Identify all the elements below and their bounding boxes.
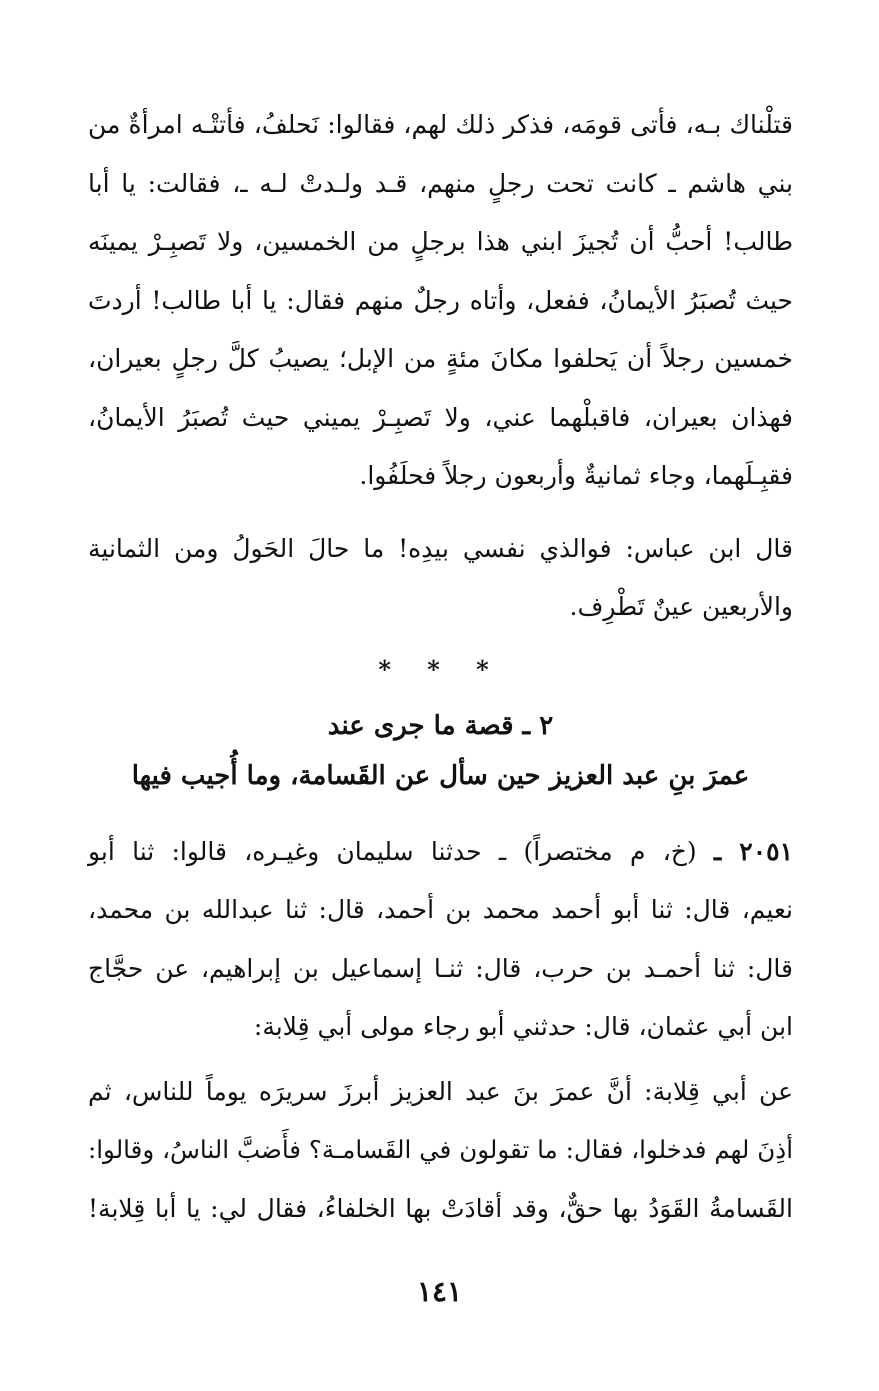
paragraph-4 xyxy=(88,1063,793,1239)
text-line: عن أبي قِلابة: أنَّ عمرَ بنَ عبد العزيز أبرزَ سريرَه يوماً للناس، ثم xyxy=(88,1076,793,1106)
text-line: قال: ثنا أحمـد بن حرب، قال: ثنـا إسماعيل بن إبراهيم، عن حجَّاج xyxy=(88,953,793,983)
text-line: القَسامةُ القَوَدُ بها حقٌّ، وقد أقادَتْ بها الخلفاءُ، فقال لي: يا أبا قِلابة! xyxy=(88,1193,793,1223)
page-number: ١٤١ xyxy=(416,1275,463,1308)
section-separator: * * * xyxy=(378,654,503,684)
text-line: فقبِـلَهما، وجاء ثمانيةٌ وأربعون رجلاً فحلَفُوا. xyxy=(359,461,793,490)
text-line: قال ابن عباس: فوالذي نفسي بيدِه! ما حالَ الحَولُ ومن الثمانية xyxy=(88,533,793,563)
section-heading-line-2: عمرَ بنِ عبد العزيز حين سأل عن القَسامة، وما أُجيب فيها xyxy=(131,760,750,791)
text-line: فهذان بعيران، فاقبلْهما عني، ولا تَصبِـرْ يميني حيث تُصبَرُ الأيمانُ، xyxy=(88,402,793,432)
text-line: نعيم، قال: ثنا أبو أحمد محمد بن أحمد، قال: ثنا عبدالله بن محمد، xyxy=(88,895,793,924)
paragraph-2 xyxy=(88,520,793,637)
text-line-rest: (خ، م مختصراً) ـ حدثنا سليمان وغيـره، قالوا: ثنا أبو xyxy=(88,836,714,866)
text-line: أذِنَ لهم فدخلوا، فقال: ما تقولون في القَسامـة؟ فأَضبَّ الناسُ، وقالوا: xyxy=(88,1135,793,1164)
text-line: خمسين رجلاً أن يَحلفوا مكانَ مئةٍ من الإبل؛ يصيبُ كلَّ رجلٍ بعيران، xyxy=(88,344,793,373)
text-line xyxy=(88,823,793,882)
text-line: طالب! أحبُّ أن تُجيزَ ابني هذا برجلٍ من الخمسين، ولا تَصبِـرْ يمينَه xyxy=(88,227,793,256)
body-text xyxy=(88,96,793,1238)
paragraph-1 xyxy=(88,96,793,506)
section-heading-line-1: ٢ ـ قصة ما جرى عند xyxy=(327,710,554,741)
paragraph-3 xyxy=(88,823,793,1057)
text-line: قتلْناك بـه، فأتى قومَه، فذكر ذلك لهم، فقالوا: نَحلفُ، فأتتْـه امرأةٌ من xyxy=(88,110,793,139)
text-line: حيث تُصبَرُ الأيمانُ، ففعل، وأتاه رجلٌ منهم فقال: يا أبا طالب! أردتَ xyxy=(88,285,793,315)
text-line: والأربعين عينٌ تَطْرِف. xyxy=(569,592,793,621)
text-line: بني هاشم ـ كانت تحت رجلٍ منهم، قـد ولـدتْ لـه ـ، فقالت: يا أبا xyxy=(88,168,793,198)
text-line: ابن أبي عثمان، قال: حدثني أبو رجاء مولى أبي قِلابة: xyxy=(253,1012,793,1041)
hadith-number: ٢٠٥١ ـ xyxy=(713,836,793,866)
